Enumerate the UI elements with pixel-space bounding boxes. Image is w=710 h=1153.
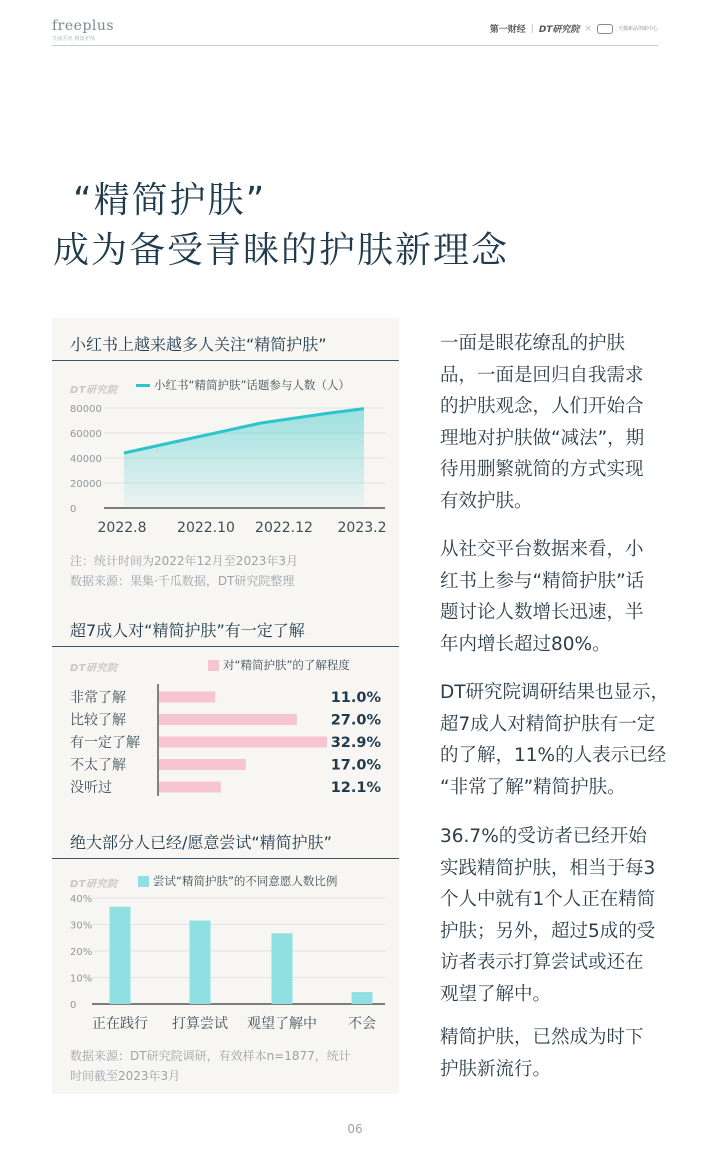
page-title-line1: “精简护肤” (73, 180, 267, 221)
partner-separator: | (530, 23, 534, 34)
x-tick-label: 2022.8 (97, 520, 147, 536)
partner-logos (490, 22, 658, 35)
line-chart-legend-label: 小红书“精简护肤”话题参与人数（人） (154, 378, 350, 392)
paragraph (440, 328, 668, 517)
paragraph-line: 题讨论人数增长迅速，半 (440, 602, 644, 623)
paragraph-line: 一面是眼花缭乱的护肤 (440, 333, 626, 354)
data-label: 17.0% (330, 757, 381, 774)
section3-note-line1: 数据来源：DT研究院调研，有效样本n=1877，统计 (70, 1049, 351, 1063)
partner-tmall-logo: 天猫新品创新中心 (617, 26, 658, 32)
paragraph-line: 实践精简护肤，相当于每3 (440, 857, 656, 879)
paragraph-line: “非常了解”精简护肤。 (440, 776, 626, 798)
paragraph-line: 观望了解中。 (440, 983, 552, 1005)
category-label: 有一定了解 (70, 735, 140, 751)
data-label: 11.0% (330, 690, 381, 706)
paragraph-line: 护肤；另外，超过5成的受 (440, 920, 656, 942)
section1-note-line1: 注：统计时间为2022年12月至2023年3月 (70, 554, 298, 568)
dt-watermark: DT研究院 (70, 385, 118, 396)
series-area (124, 409, 364, 508)
brand-logo-text: freeplus (52, 18, 115, 34)
page-title-line2: 成为备受青睐的护肤新理念 (53, 230, 510, 271)
paragraph-line: 访者表示打算尝试或还在 (440, 952, 644, 973)
section1-rule (52, 360, 399, 361)
category-label: 不太了解 (70, 757, 126, 774)
brand-logo-subtitle: 芙丽芳丝 精简护肤 (52, 36, 96, 42)
legend-pink-swatch (208, 660, 219, 671)
y-tick-label: 20% (70, 947, 93, 958)
tmall-cat-icon (597, 24, 613, 34)
line-chart-legend (136, 377, 350, 393)
bar (159, 692, 215, 703)
paragraph (440, 821, 668, 1010)
y-tick-label: 80000 (70, 404, 102, 415)
paragraph (440, 677, 668, 803)
section1-note (70, 551, 298, 591)
bar (110, 907, 131, 1004)
paragraph-line: 超7成人对精简护肤有一定 (440, 713, 656, 735)
paragraph-line: 年内增长超过80%。 (440, 633, 611, 655)
section3-title: 绝大部分人已经/愿意尝试“精简护肤” (70, 833, 332, 852)
paragraph-line: 红书上参与“精简护肤”话 (440, 570, 645, 592)
x-tick-label: 2022.10 (177, 520, 235, 536)
data-label: 27.0% (330, 712, 381, 729)
section2-title: 超7成人对“精简护肤”有一定了解 (70, 621, 305, 640)
vbar-chart-legend-label: 尝试“精简护肤”的不同意愿人数比例 (153, 874, 338, 888)
y-tick-label: 40000 (70, 454, 102, 465)
category-label: 没听过 (70, 780, 112, 796)
paragraph-line: 理地对护肤做“减法”，期 (440, 427, 645, 449)
y-tick-label: 40% (70, 894, 93, 905)
bar (159, 737, 327, 748)
paragraph (440, 534, 668, 660)
legend-teal-swatch (138, 876, 149, 887)
partner-times: × (584, 23, 592, 34)
bar (159, 714, 297, 725)
bar (159, 782, 221, 793)
paragraph-line: 的了解，11%的人表示已经 (440, 745, 667, 766)
header-divider (52, 45, 658, 46)
category-label: 比较了解 (70, 712, 126, 729)
bar (159, 759, 246, 770)
y-tick-label: 30% (70, 920, 93, 932)
bar (352, 992, 373, 1004)
section3-note (70, 1046, 351, 1086)
category-label: 打算尝试 (172, 1016, 228, 1032)
bar (272, 933, 293, 1004)
paragraph-line: 有效护肤。 (440, 490, 533, 512)
paragraph-line: 品，一面是回归自我需求 (440, 364, 644, 386)
x-tick-label: 2022.12 (255, 520, 313, 536)
vbar-chart-legend (138, 873, 337, 889)
brand-logo (52, 18, 114, 42)
partner-yicai-logo: 第一财经 (489, 25, 526, 35)
data-label: 32.9% (330, 735, 381, 751)
paragraph (440, 1022, 668, 1085)
paragraph-line: 从社交平台数据来看，小 (440, 539, 644, 560)
y-tick-label: 20000 (70, 479, 102, 490)
hbar-chart-legend-label: 对“精简护肤”的了解程度 (223, 658, 350, 672)
paragraph-line: 精简护肤，已然成为时下 (440, 1027, 644, 1048)
line-chart (52, 394, 399, 544)
chart-panel (52, 318, 399, 1094)
hbar-chart (52, 684, 399, 804)
paragraph-line: 个人中就有1个人正在精简 (440, 889, 656, 910)
paragraph-line: 待用删繁就简的方式实现 (440, 459, 644, 480)
category-label: 正在践行 (92, 1016, 148, 1032)
bar (190, 921, 211, 1004)
paragraph-line: 36.7%的受访者已经开始 (440, 826, 647, 847)
section1-note-line2: 数据来源：果集·千瓜数据，DT研究院整理 (70, 574, 295, 588)
hbar-chart-legend (208, 657, 350, 673)
x-tick-label: 2023.2 (337, 520, 387, 536)
category-label: 不会 (348, 1016, 376, 1032)
y-tick-label: 0 (70, 504, 77, 515)
partner-dt-logo: DT研究院 (538, 25, 580, 35)
legend-line-swatch (136, 384, 150, 387)
paragraph-line: 护肤新流行。 (440, 1058, 552, 1080)
dt-watermark: DT研究院 (70, 663, 118, 674)
section1-title: 小红书上越来越多人关注“精简护肤” (70, 335, 327, 354)
dt-watermark: DT研究院 (70, 879, 118, 890)
page-number: 06 (347, 1122, 363, 1136)
y-tick-label: 60000 (70, 429, 102, 440)
y-tick-label: 0 (70, 1000, 77, 1011)
paragraph-line: 的护肤观念，人们开始合 (440, 396, 644, 417)
paragraph-line: DT研究院调研结果也显示， (440, 682, 670, 703)
y-tick-label: 10% (70, 973, 93, 985)
section2-rule (52, 646, 399, 647)
section3-note-line2: 时间截至2023年3月 (70, 1069, 181, 1083)
data-label: 12.1% (330, 780, 381, 796)
category-label: 观望了解中 (247, 1016, 317, 1032)
category-label: 非常了解 (70, 690, 126, 706)
section3-rule (52, 858, 399, 859)
vbar-chart (52, 888, 399, 1038)
